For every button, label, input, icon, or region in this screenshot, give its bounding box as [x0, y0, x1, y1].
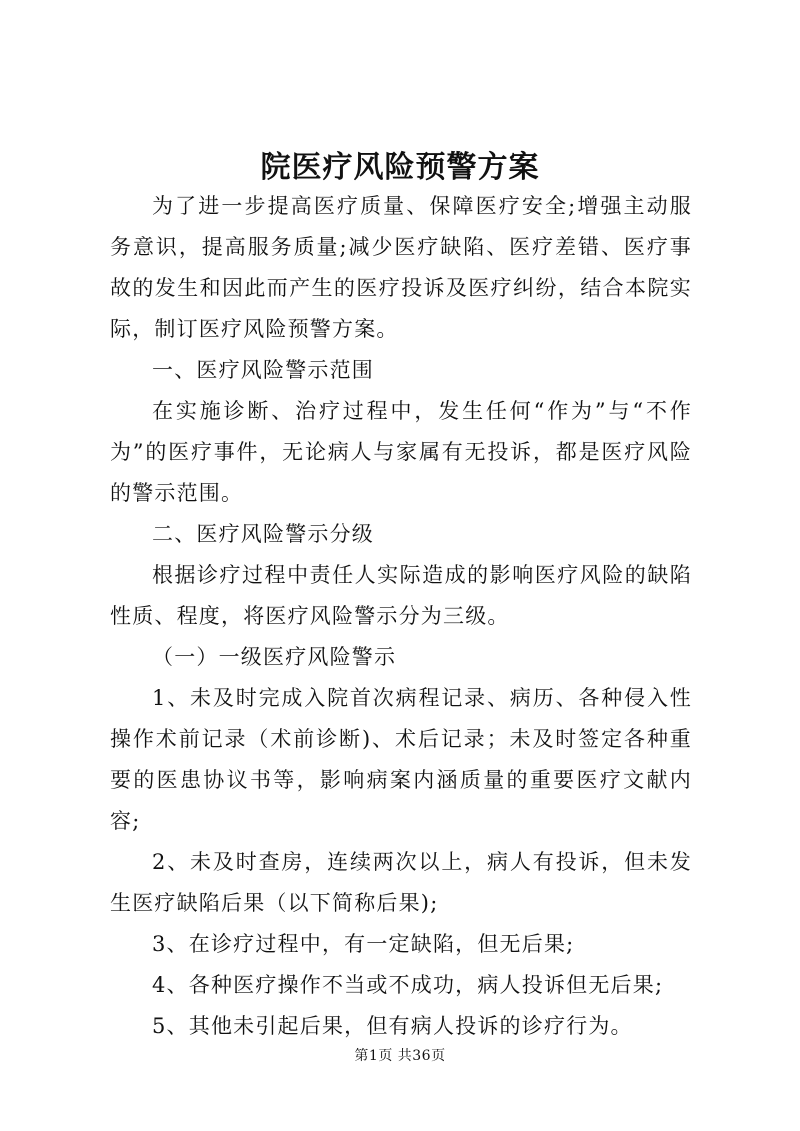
subsection-heading-1: （一）一级医疗风险警示 [152, 645, 397, 669]
document-body [110, 186, 692, 1047]
list-item-3: 3、在诊疗过程中，有一定缺陷，但无后果; [152, 932, 575, 956]
list-item-5: 5、其他未引起后果，但有病人投诉的诊疗行为。 [152, 1014, 633, 1038]
page-number-footer: 第1页 共36页 [354, 1048, 446, 1064]
list-item-4: 4、各种医疗操作不当或不成功，病人投诉但无后果; [152, 973, 664, 997]
list-item-2: 2、未及时查房，连续两次以上，病人有投诉，但未发生医疗缺陷后果（以下简称后果); [110, 850, 692, 915]
paragraph-grading: 根据诊疗过程中责任人实际造成的影响医疗风险的缺陷性质、程度，将医疗风险警示分为三级。 [110, 563, 692, 628]
list-item-1: 1、未及时完成入院首次病程记录、病历、各种侵入性操作术前记录（术前诊断)、术后记录；未及时签定各种重要的医患协议书等，影响病案内涵质量的重要医疗文献内容; [110, 686, 692, 833]
section-heading-2: 二、医疗风险警示分级 [152, 522, 374, 546]
paragraph-intro: 为了进一步提高医疗质量、保障医疗安全;增强主动服务意识，提高服务质量;减少医疗缺陷、医疗差错、医疗事故的发生和因此而产生的医疗投诉及医疗纠纷，结合本院实际，制订医疗风险预警方案。 [110, 194, 692, 341]
section-heading-1: 一、医疗风险警示范围 [152, 358, 374, 382]
document-title: 院医疗风险预警方案 [260, 150, 540, 185]
paragraph-scope: 在实施诊断、治疗过程中，发生任何“作为”与“不作为”的医疗事件，无论病人与家属有无投诉，都是医疗风险的警示范围。 [110, 399, 692, 505]
